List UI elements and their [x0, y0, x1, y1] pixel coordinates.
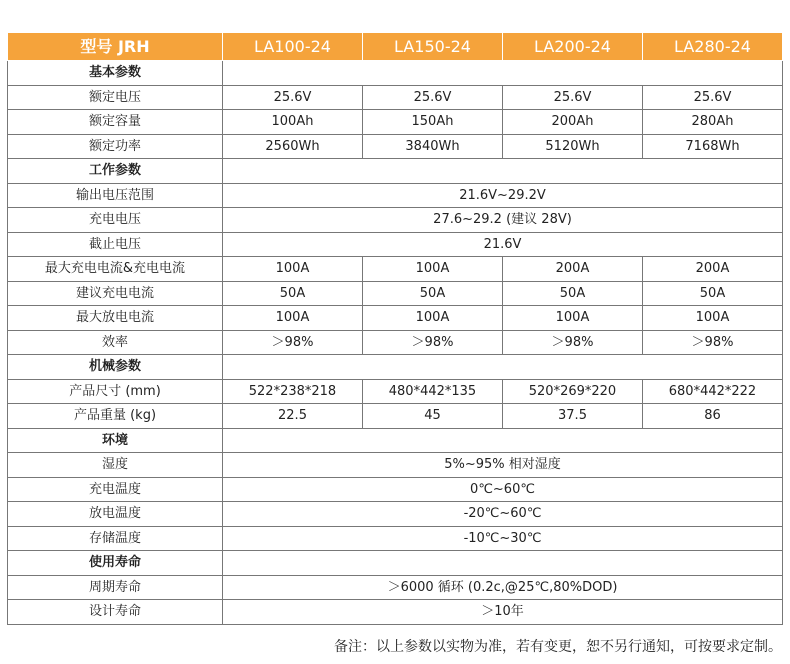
- model-value: 25.6V: [503, 85, 643, 110]
- spec-row: [8, 477, 783, 502]
- section-blank: [223, 159, 783, 184]
- shared-value: 21.6V~29.2V: [223, 183, 783, 208]
- spec-row: [8, 134, 783, 159]
- row-label: 额定容量: [8, 110, 223, 135]
- section-row: [8, 355, 783, 380]
- shared-value: -10℃~30℃: [223, 526, 783, 551]
- row-label: 产品重量 (kg): [8, 404, 223, 429]
- model-value: 522*238*218: [223, 379, 363, 404]
- model-value: 680*442*222: [643, 379, 783, 404]
- model-value: 280Ah: [643, 110, 783, 135]
- section-title: 环境: [8, 428, 223, 453]
- section-row: [8, 61, 783, 86]
- spec-row: [8, 85, 783, 110]
- model-value: 50A: [643, 281, 783, 306]
- row-label: 放电温度: [8, 502, 223, 527]
- spec-row: [8, 404, 783, 429]
- header-model-4: LA280-24: [643, 33, 783, 61]
- spec-row: [8, 575, 783, 600]
- model-value: 37.5: [503, 404, 643, 429]
- row-label: 充电电压: [8, 208, 223, 233]
- section-title: 基本参数: [8, 61, 223, 86]
- model-value: 25.6V: [363, 85, 503, 110]
- model-value: 45: [363, 404, 503, 429]
- header-model-3: LA200-24: [503, 33, 643, 61]
- row-label: 设计寿命: [8, 600, 223, 625]
- model-value: 520*269*220: [503, 379, 643, 404]
- model-value: 86: [643, 404, 783, 429]
- section-blank: [223, 61, 783, 86]
- section-blank: [223, 355, 783, 380]
- section-title: 使用寿命: [8, 551, 223, 576]
- row-label: 最大充电电流&充电电流: [8, 257, 223, 282]
- row-label: 湿度: [8, 453, 223, 478]
- row-label: 存储温度: [8, 526, 223, 551]
- spec-row: [8, 502, 783, 527]
- header-model-label: 型号 JRH: [8, 33, 223, 61]
- model-value: 150Ah: [363, 110, 503, 135]
- shared-value: 27.6~29.2 (建议 28V): [223, 208, 783, 233]
- model-value: 50A: [223, 281, 363, 306]
- spec-row: [8, 257, 783, 282]
- model-value: 100A: [643, 306, 783, 331]
- shared-value: 5%~95% 相对湿度: [223, 453, 783, 478]
- footnote: 备注：以上参数以实物为准，若有变更，恕不另行通知，可按要求定制。: [334, 639, 782, 655]
- spec-row: [8, 600, 783, 625]
- model-value: 480*442*135: [363, 379, 503, 404]
- row-label: 产品尺寸 (mm): [8, 379, 223, 404]
- model-value: 100Ah: [223, 110, 363, 135]
- row-label: 最大放电电流: [8, 306, 223, 331]
- model-value: 100A: [223, 306, 363, 331]
- spec-row: [8, 232, 783, 257]
- shared-value: ＞10年: [223, 600, 783, 625]
- shared-value: 21.6V: [223, 232, 783, 257]
- model-value: 22.5: [223, 404, 363, 429]
- model-value: ＞98%: [363, 330, 503, 355]
- spec-table: [7, 32, 783, 625]
- model-value: 200Ah: [503, 110, 643, 135]
- section-blank: [223, 428, 783, 453]
- spec-row: [8, 281, 783, 306]
- model-value: 100A: [363, 257, 503, 282]
- section-title: 工作参数: [8, 159, 223, 184]
- row-label: 额定功率: [8, 134, 223, 159]
- spec-row: [8, 183, 783, 208]
- shared-value: 0℃~60℃: [223, 477, 783, 502]
- spec-row: [8, 526, 783, 551]
- model-value: 50A: [363, 281, 503, 306]
- model-value: 100A: [503, 306, 643, 331]
- model-value: ＞98%: [223, 330, 363, 355]
- model-value: 100A: [223, 257, 363, 282]
- row-label: 额定电压: [8, 85, 223, 110]
- spec-row: [8, 110, 783, 135]
- model-value: 25.6V: [223, 85, 363, 110]
- model-value: 5120Wh: [503, 134, 643, 159]
- model-value: 7168Wh: [643, 134, 783, 159]
- model-value: 50A: [503, 281, 643, 306]
- spec-row: [8, 306, 783, 331]
- spec-row: [8, 208, 783, 233]
- model-value: 200A: [503, 257, 643, 282]
- section-title: 机械参数: [8, 355, 223, 380]
- header-model-1: LA100-24: [223, 33, 363, 61]
- header-model-2: LA150-24: [363, 33, 503, 61]
- model-value: 3840Wh: [363, 134, 503, 159]
- section-row: [8, 428, 783, 453]
- section-row: [8, 159, 783, 184]
- model-value: 25.6V: [643, 85, 783, 110]
- header-row: [8, 33, 783, 61]
- spec-body: [8, 61, 783, 625]
- model-value: 2560Wh: [223, 134, 363, 159]
- section-row: [8, 551, 783, 576]
- row-label: 截止电压: [8, 232, 223, 257]
- model-value: 100A: [363, 306, 503, 331]
- spec-row: [8, 453, 783, 478]
- row-label: 建议充电电流: [8, 281, 223, 306]
- row-label: 输出电压范围: [8, 183, 223, 208]
- model-value: 200A: [643, 257, 783, 282]
- section-blank: [223, 551, 783, 576]
- spec-row: [8, 379, 783, 404]
- row-label: 效率: [8, 330, 223, 355]
- spec-row: [8, 330, 783, 355]
- shared-value: -20℃~60℃: [223, 502, 783, 527]
- shared-value: ＞6000 循环 (0.2c,@25℃,80%DOD): [223, 575, 783, 600]
- row-label: 周期寿命: [8, 575, 223, 600]
- row-label: 充电温度: [8, 477, 223, 502]
- model-value: ＞98%: [503, 330, 643, 355]
- model-value: ＞98%: [643, 330, 783, 355]
